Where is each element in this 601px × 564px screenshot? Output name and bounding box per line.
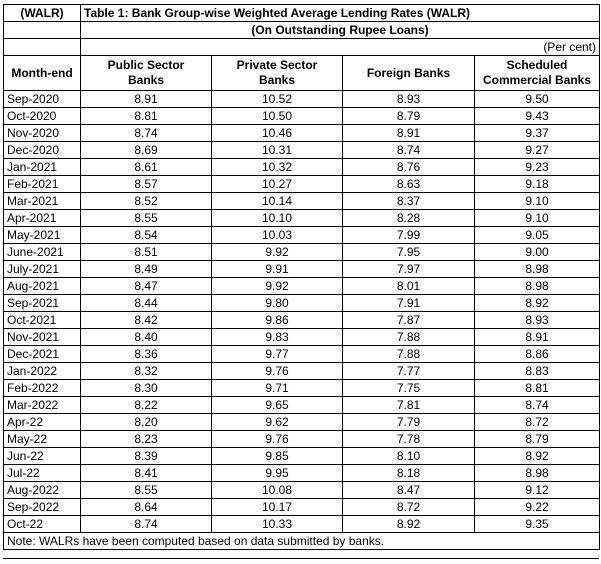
cell-private-sector: 10.52 xyxy=(212,91,343,108)
cell-scb: 9.12 xyxy=(475,482,600,499)
cell-foreign-banks: 8.28 xyxy=(343,210,475,227)
cell-public-sector: 8.36 xyxy=(81,346,212,363)
table-row xyxy=(4,448,600,465)
cell-scb: 8.86 xyxy=(475,346,600,363)
table-row xyxy=(4,261,600,278)
table-row xyxy=(4,431,600,448)
cell-private-sector: 10.10 xyxy=(212,210,343,227)
table-title: Table 1: Bank Group-wise Weighted Average Lending Rates (WALR) xyxy=(81,5,600,22)
cell-scb: 9.50 xyxy=(475,91,600,108)
table-row xyxy=(4,278,600,295)
cell-month: June-2021 xyxy=(4,244,81,261)
cell-foreign-banks: 8.47 xyxy=(343,482,475,499)
table-row xyxy=(4,125,600,142)
cell-private-sector: 9.62 xyxy=(212,414,343,431)
cell-public-sector: 8.81 xyxy=(81,108,212,125)
cell-private-sector: 9.76 xyxy=(212,431,343,448)
table-subtitle: (On Outstanding Rupee Loans) xyxy=(81,22,600,39)
cell-public-sector: 8.51 xyxy=(81,244,212,261)
cell-foreign-banks: 8.37 xyxy=(343,193,475,210)
table-row xyxy=(4,108,600,125)
cell-scb: 9.18 xyxy=(475,176,600,193)
cell-private-sector: 10.17 xyxy=(212,499,343,516)
cell-foreign-banks: 8.74 xyxy=(343,142,475,159)
cell-foreign-banks: 7.88 xyxy=(343,346,475,363)
cell-month: Mar-2021 xyxy=(4,193,81,210)
table-row xyxy=(4,499,600,516)
table-row xyxy=(4,159,600,176)
cell-public-sector: 8.64 xyxy=(81,499,212,516)
cell-private-sector: 9.91 xyxy=(212,261,343,278)
cell-public-sector: 8.61 xyxy=(81,159,212,176)
cell-foreign-banks: 8.76 xyxy=(343,159,475,176)
cell-month: Sep-2020 xyxy=(4,91,81,108)
cell-public-sector: 8.32 xyxy=(81,363,212,380)
header-scb xyxy=(475,56,600,91)
table-row xyxy=(4,397,600,414)
empty-cell xyxy=(4,22,81,39)
bottom-border xyxy=(3,558,599,564)
cell-scb: 8.74 xyxy=(475,397,600,414)
cell-month: Aug-2021 xyxy=(4,278,81,295)
cell-public-sector: 8.55 xyxy=(81,482,212,499)
cell-month: Aug-2022 xyxy=(4,482,81,499)
cell-foreign-banks: 8.72 xyxy=(343,499,475,516)
corner-label: (WALR) xyxy=(4,5,81,22)
cell-scb: 8.72 xyxy=(475,414,600,431)
cell-public-sector: 8.54 xyxy=(81,227,212,244)
cell-scb: 8.92 xyxy=(475,448,600,465)
cell-foreign-banks: 7.95 xyxy=(343,244,475,261)
cell-public-sector: 8.30 xyxy=(81,380,212,397)
header-public-sector xyxy=(81,56,212,91)
cell-scb: 9.23 xyxy=(475,159,600,176)
cell-scb: 8.91 xyxy=(475,329,600,346)
cell-public-sector: 8.20 xyxy=(81,414,212,431)
cell-month: Apr-22 xyxy=(4,414,81,431)
table-row xyxy=(4,312,600,329)
cell-foreign-banks: 8.93 xyxy=(343,91,475,108)
cell-scb: 8.79 xyxy=(475,431,600,448)
cell-scb: 9.22 xyxy=(475,499,600,516)
cell-month: Apr-2021 xyxy=(4,210,81,227)
table-row xyxy=(4,176,600,193)
cell-scb: 9.43 xyxy=(475,108,600,125)
cell-month: May-2021 xyxy=(4,227,81,244)
cell-private-sector: 10.27 xyxy=(212,176,343,193)
cell-scb: 9.35 xyxy=(475,516,600,533)
table-row xyxy=(4,363,600,380)
cell-public-sector: 8.57 xyxy=(81,176,212,193)
table-row xyxy=(4,346,600,363)
cell-foreign-banks: 7.88 xyxy=(343,329,475,346)
cell-scb: 8.81 xyxy=(475,380,600,397)
cell-private-sector: 10.31 xyxy=(212,142,343,159)
header-foreign-banks: Foreign Banks xyxy=(343,56,475,91)
cell-month: Nov-2021 xyxy=(4,329,81,346)
cell-scb: 9.10 xyxy=(475,210,600,227)
cell-public-sector: 8.47 xyxy=(81,278,212,295)
cell-private-sector: 9.85 xyxy=(212,448,343,465)
header-month-end: Month-end xyxy=(4,56,81,91)
cell-foreign-banks: 7.87 xyxy=(343,312,475,329)
cell-private-sector: 9.76 xyxy=(212,363,343,380)
cell-month: Dec-2020 xyxy=(4,142,81,159)
cell-foreign-banks: 7.97 xyxy=(343,261,475,278)
cell-public-sector: 8.49 xyxy=(81,261,212,278)
table-row xyxy=(4,227,600,244)
table-row xyxy=(4,142,600,159)
cell-public-sector: 8.22 xyxy=(81,397,212,414)
cell-scb: 9.05 xyxy=(475,227,600,244)
cell-private-sector: 9.80 xyxy=(212,295,343,312)
cell-public-sector: 8.39 xyxy=(81,448,212,465)
cell-foreign-banks: 7.77 xyxy=(343,363,475,380)
cell-public-sector: 8.23 xyxy=(81,431,212,448)
cell-public-sector: 8.55 xyxy=(81,210,212,227)
header-private-sector xyxy=(212,56,343,91)
cell-private-sector: 9.83 xyxy=(212,329,343,346)
table-row xyxy=(4,91,600,108)
cell-foreign-banks: 8.91 xyxy=(343,125,475,142)
header-private-line2: Banks xyxy=(258,73,296,87)
cell-private-sector: 10.46 xyxy=(212,125,343,142)
table-row xyxy=(4,329,600,346)
cell-foreign-banks: 8.63 xyxy=(343,176,475,193)
cell-private-sector: 10.33 xyxy=(212,516,343,533)
cell-foreign-banks: 8.79 xyxy=(343,108,475,125)
table-row xyxy=(4,244,600,261)
cell-scb: 9.00 xyxy=(475,244,600,261)
cell-public-sector: 8.40 xyxy=(81,329,212,346)
table-row xyxy=(4,295,600,312)
cell-scb: 8.83 xyxy=(475,363,600,380)
table-row xyxy=(4,210,600,227)
header-scb-line2: Commercial Banks xyxy=(482,73,592,87)
table-row xyxy=(4,193,600,210)
cell-private-sector: 9.71 xyxy=(212,380,343,397)
cell-month: July-2021 xyxy=(4,261,81,278)
cell-month: Oct-2020 xyxy=(4,108,81,125)
cell-public-sector: 8.52 xyxy=(81,193,212,210)
cell-private-sector: 9.92 xyxy=(212,278,343,295)
cell-private-sector: 9.86 xyxy=(212,312,343,329)
cell-foreign-banks: 8.10 xyxy=(343,448,475,465)
header-public-line1: Public Sector xyxy=(107,58,185,72)
cell-public-sector: 8.69 xyxy=(81,142,212,159)
table-row xyxy=(4,380,600,397)
cell-private-sector: 9.95 xyxy=(212,465,343,482)
unit-label: (Per cent) xyxy=(81,39,600,56)
cell-foreign-banks: 7.81 xyxy=(343,397,475,414)
cell-month: Jan-2022 xyxy=(4,363,81,380)
cell-month: Jul-22 xyxy=(4,465,81,482)
cell-foreign-banks: 7.91 xyxy=(343,295,475,312)
cell-private-sector: 10.08 xyxy=(212,482,343,499)
cell-month: Nov-2020 xyxy=(4,125,81,142)
header-scb-line1: Scheduled xyxy=(506,58,568,72)
cell-month: Jan-2021 xyxy=(4,159,81,176)
walr-table xyxy=(3,4,600,550)
cell-month: Sep-2022 xyxy=(4,499,81,516)
cell-private-sector: 10.14 xyxy=(212,193,343,210)
cell-public-sector: 8.74 xyxy=(81,125,212,142)
header-private-line1: Private Sector xyxy=(236,58,318,72)
cell-foreign-banks: 8.01 xyxy=(343,278,475,295)
cell-private-sector: 9.65 xyxy=(212,397,343,414)
cell-private-sector: 10.03 xyxy=(212,227,343,244)
table-row xyxy=(4,482,600,499)
cell-month: Jun-22 xyxy=(4,448,81,465)
cell-scb: 8.92 xyxy=(475,295,600,312)
cell-scb: 9.37 xyxy=(475,125,600,142)
cell-month: Oct-2021 xyxy=(4,312,81,329)
table-row xyxy=(4,516,600,533)
cell-private-sector: 9.92 xyxy=(212,244,343,261)
cell-month: Feb-2022 xyxy=(4,380,81,397)
cell-month: Dec-2021 xyxy=(4,346,81,363)
cell-month: May-22 xyxy=(4,431,81,448)
header-public-line2: Banks xyxy=(127,73,165,87)
cell-foreign-banks: 8.92 xyxy=(343,516,475,533)
cell-public-sector: 8.42 xyxy=(81,312,212,329)
cell-scb: 8.98 xyxy=(475,465,600,482)
table-row xyxy=(4,414,600,431)
cell-private-sector: 9.77 xyxy=(212,346,343,363)
cell-public-sector: 8.91 xyxy=(81,91,212,108)
table-row xyxy=(4,465,600,482)
table-note: Note: WALRs have been computed based on data submitted by banks. xyxy=(4,533,600,550)
cell-month: Mar-2022 xyxy=(4,397,81,414)
empty-cell xyxy=(4,39,81,56)
cell-month: Feb-2021 xyxy=(4,176,81,193)
cell-scb: 9.27 xyxy=(475,142,600,159)
cell-private-sector: 10.32 xyxy=(212,159,343,176)
cell-month: Sep-2021 xyxy=(4,295,81,312)
cell-foreign-banks: 8.18 xyxy=(343,465,475,482)
cell-scb: 8.98 xyxy=(475,278,600,295)
cell-public-sector: 8.74 xyxy=(81,516,212,533)
cell-foreign-banks: 7.78 xyxy=(343,431,475,448)
cell-foreign-banks: 7.99 xyxy=(343,227,475,244)
cell-scb: 8.98 xyxy=(475,261,600,278)
cell-public-sector: 8.44 xyxy=(81,295,212,312)
cell-scb: 9.10 xyxy=(475,193,600,210)
cell-foreign-banks: 7.79 xyxy=(343,414,475,431)
cell-public-sector: 8.41 xyxy=(81,465,212,482)
cell-foreign-banks: 7.75 xyxy=(343,380,475,397)
cell-scb: 8.93 xyxy=(475,312,600,329)
cell-private-sector: 10.50 xyxy=(212,108,343,125)
cell-month: Oct-22 xyxy=(4,516,81,533)
